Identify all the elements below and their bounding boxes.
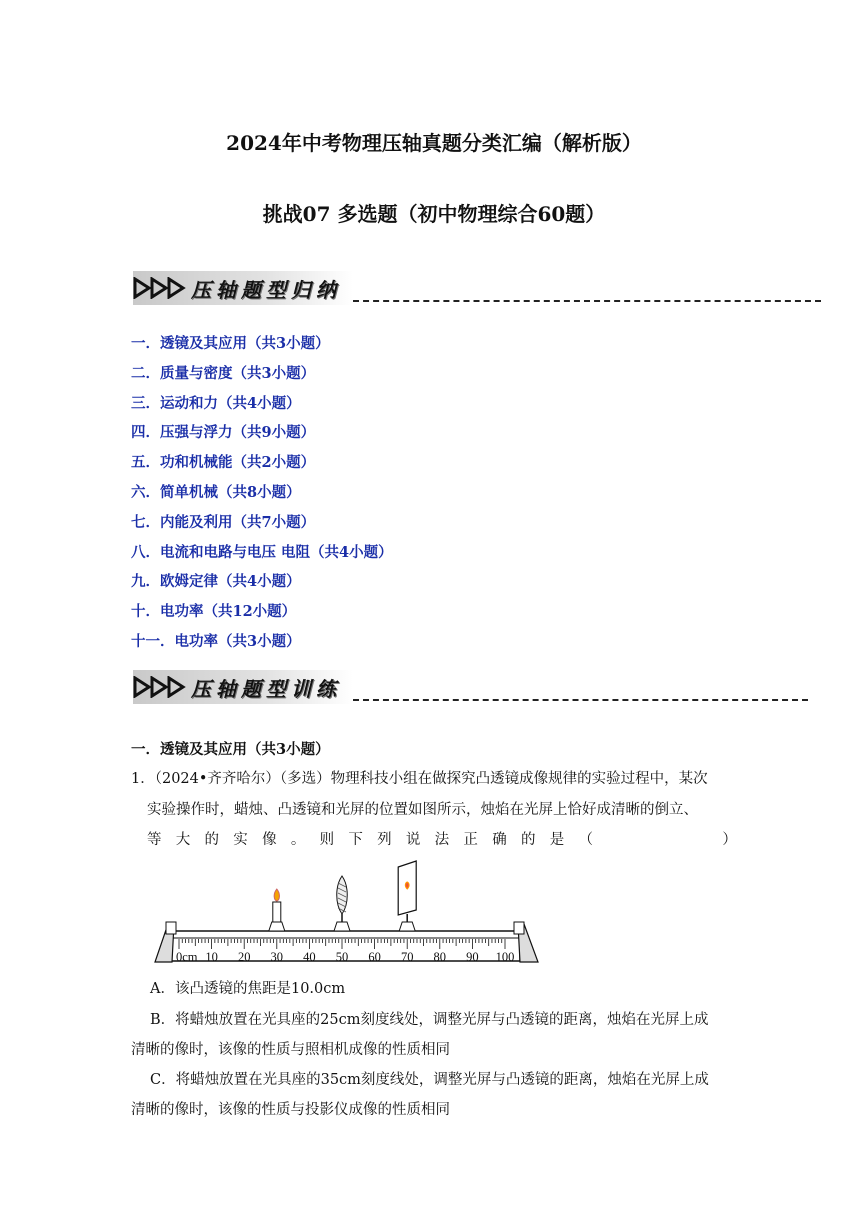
option-b[interactable]: B．将蜡烛放置在光具座的25cm刻度线处，调整光屏与凸透镜的距离，烛焰在光屏上成 bbox=[150, 1012, 709, 1028]
option-b-continued: 清晰的像时，该像的性质与照相机成像的性质相同 bbox=[131, 1042, 450, 1058]
scale-label: 20 bbox=[237, 950, 251, 964]
question-char: 等 bbox=[147, 832, 162, 848]
scale-label: 70 bbox=[400, 950, 414, 964]
question-char: 法 bbox=[434, 832, 450, 848]
question-char: ） bbox=[722, 832, 737, 848]
banner-label: 压轴题型归纳 bbox=[191, 278, 341, 302]
question-char: 正 bbox=[463, 832, 478, 848]
option-a[interactable]: A．该凸透镜的焦距是10.0cm bbox=[150, 981, 346, 997]
question-char: 大 bbox=[175, 832, 191, 848]
toc-item[interactable]: 九．欧姆定律（共4小题） bbox=[131, 573, 301, 591]
option-c-continued: 清晰的像时，该像的性质与投影仪成像的性质相同 bbox=[131, 1102, 450, 1118]
question-char: 则 bbox=[319, 832, 335, 848]
scale-label: 100 bbox=[495, 950, 515, 964]
toc-item[interactable]: 四．压强与浮力（共9小题） bbox=[131, 424, 316, 442]
toc-item[interactable]: 三．运动和力（共4小题） bbox=[131, 394, 301, 412]
toc-list bbox=[131, 333, 393, 661]
scale-label: 40 bbox=[303, 950, 316, 964]
scale-label: 0cm bbox=[176, 950, 198, 964]
question-text-line: 实验操作时，蜡烛、凸透镜和光屏的位置如图所示，烛焰在光屏上恰好成清晰的倒立、 bbox=[147, 802, 698, 818]
divider-line bbox=[353, 300, 821, 302]
candle-flame bbox=[274, 889, 279, 901]
candle-holder bbox=[269, 922, 285, 931]
question-char: 的 bbox=[204, 832, 220, 848]
question-char: 的 bbox=[520, 832, 536, 848]
toc-item[interactable]: 二．质量与密度（共3小题） bbox=[131, 364, 316, 382]
section-heading: 一．透镜及其应用（共3小题） bbox=[131, 741, 330, 758]
scale-label: 60 bbox=[368, 950, 381, 964]
triple-arrow-icon bbox=[133, 676, 189, 698]
toc-item[interactable]: 八．电流和电路与电压 电阻（共4小题） bbox=[131, 543, 393, 561]
toc-item[interactable]: 五．功和机械能（共2小题） bbox=[131, 454, 316, 472]
triple-arrow-icon bbox=[133, 277, 189, 299]
document-subtitle: 挑战07 多选题（初中物理综合60题） bbox=[262, 202, 606, 226]
question-char: 实 bbox=[233, 832, 248, 848]
right-clamp bbox=[514, 922, 524, 934]
banner-label: 压轴题型训练 bbox=[191, 677, 341, 701]
document-title: 2024年中考物理压轴真题分类汇编（解析版） bbox=[226, 131, 642, 155]
question-char: （ bbox=[578, 832, 593, 848]
screen-holder bbox=[399, 922, 415, 931]
question-char bbox=[665, 828, 680, 849]
scale-label: 10 bbox=[205, 950, 218, 964]
left-clamp bbox=[166, 922, 176, 934]
question-text-line bbox=[147, 828, 737, 849]
question-char: 下 bbox=[348, 832, 363, 848]
question-char: 像 bbox=[262, 832, 277, 848]
divider-line bbox=[353, 699, 808, 701]
question-char bbox=[636, 828, 651, 849]
candle-body bbox=[273, 902, 281, 922]
scale-label: 30 bbox=[270, 950, 284, 964]
question-text-line: 1．（2024•齐齐哈尔）（多选）物理科技小组在做探究凸透镜成像规律的实验过程中，某次 bbox=[131, 771, 708, 787]
question-char bbox=[694, 828, 709, 849]
optical-bench-figure bbox=[152, 858, 540, 968]
toc-item[interactable]: 六．简单机械（共8小题） bbox=[131, 483, 301, 501]
toc-item[interactable]: 十．电功率（共12小题） bbox=[131, 603, 297, 621]
toc-item[interactable]: 七．内能及利用（共7小题） bbox=[131, 513, 316, 531]
scale-label: 50 bbox=[335, 950, 349, 964]
question-char: 是 bbox=[549, 832, 565, 848]
lens-holder bbox=[334, 922, 350, 931]
inverted-image bbox=[405, 882, 409, 889]
question-char: 说 bbox=[405, 832, 421, 848]
question-char bbox=[607, 828, 622, 849]
scale-label: 90 bbox=[466, 950, 479, 964]
question-char: 列 bbox=[377, 832, 392, 848]
question-char: 。 bbox=[290, 832, 306, 848]
scale-label: 80 bbox=[433, 950, 447, 964]
question-char: 确 bbox=[492, 832, 507, 848]
toc-item[interactable]: 十一．电功率（共3小题） bbox=[131, 632, 301, 650]
toc-item[interactable]: 一．透镜及其应用（共3小题） bbox=[131, 335, 330, 352]
option-c[interactable]: C．将蜡烛放置在光具座的35cm刻度线处，调整光屏与凸透镜的距离，烛焰在光屏上成 bbox=[150, 1072, 709, 1088]
